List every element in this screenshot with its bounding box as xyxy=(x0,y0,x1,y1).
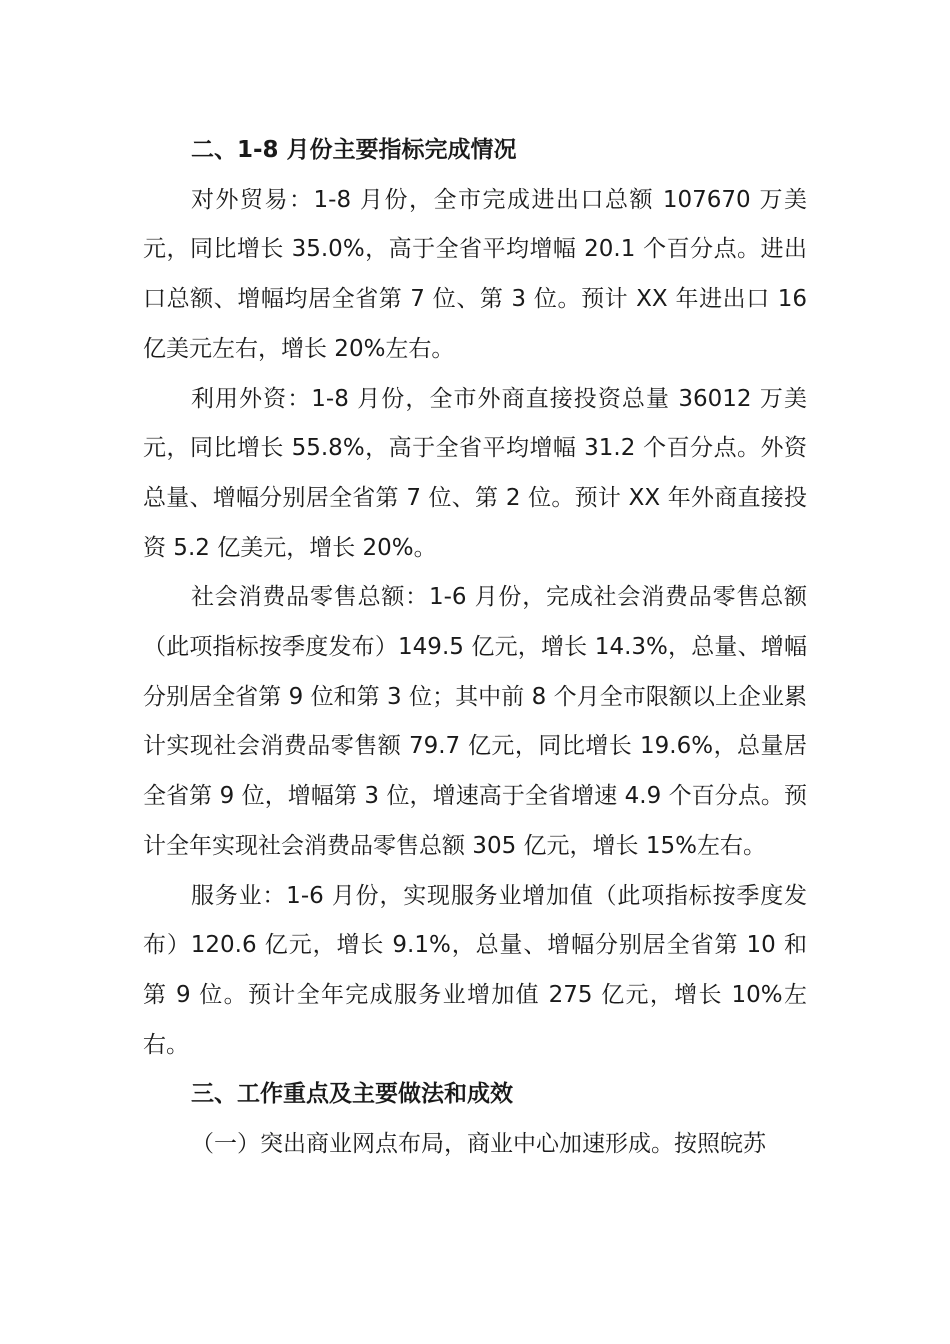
section-heading-2: 二、1-8 月份主要指标完成情况 xyxy=(191,137,517,163)
paragraph-foreign-investment: 利用外资：1-8 月份，全市外商直接投资总量 36012 万美元，同比增长 55.8%，高于全省平均增幅 31.2 个百分点。外资总量、增幅分别居全省第 7 位、第 2 位。预计 XX 年外商直接投资 5.2 亿美元，增长 20%。 xyxy=(143,385,807,561)
section-heading-3: 三、工作重点及主要做法和成效 xyxy=(191,1081,513,1108)
document-body xyxy=(143,126,807,1170)
paragraph-foreign-trade: 对外贸易：1-8 月份，全市完成进出口总额 107670 万美元，同比增长 35.0%，高于全省平均增幅 20.1 个百分点。进出口总额、增幅均居全省第 7 位、第 3 位。预计 XX 年进出口 16 亿美元左右，增长 20%左右。 xyxy=(143,186,807,362)
paragraph-commercial-layout: （一）突出商业网点布局，商业中心加速形成。按照皖苏 xyxy=(191,1131,766,1158)
paragraph-retail-sales: 社会消费品零售总额：1-6 月份，完成社会消费品零售总额（此项指标按季度发布）149.5 亿元，增长 14.3%，总量、增幅分别居全省第 9 位和第 3 位；其中前 8 个月全市限额以上企业累计实现社会消费品零售额 79.7 亿元，同比增长 19.6%，总量居全省第 9 位，增幅第 3 位，增速高于全省增速 4.9 个百分点。预计全年实现社会消费品零售总额 305 亿元，增长 15%左右。 xyxy=(143,584,807,859)
paragraph-services: 服务业：1-6 月份，实现服务业增加值（此项指标按季度发布）120.6 亿元，增长 9.1%，总量、增幅分别居全省第 10 和第 9 位。预计全年完成服务业增加值 275 亿元，增长 10%左右。 xyxy=(143,882,807,1058)
